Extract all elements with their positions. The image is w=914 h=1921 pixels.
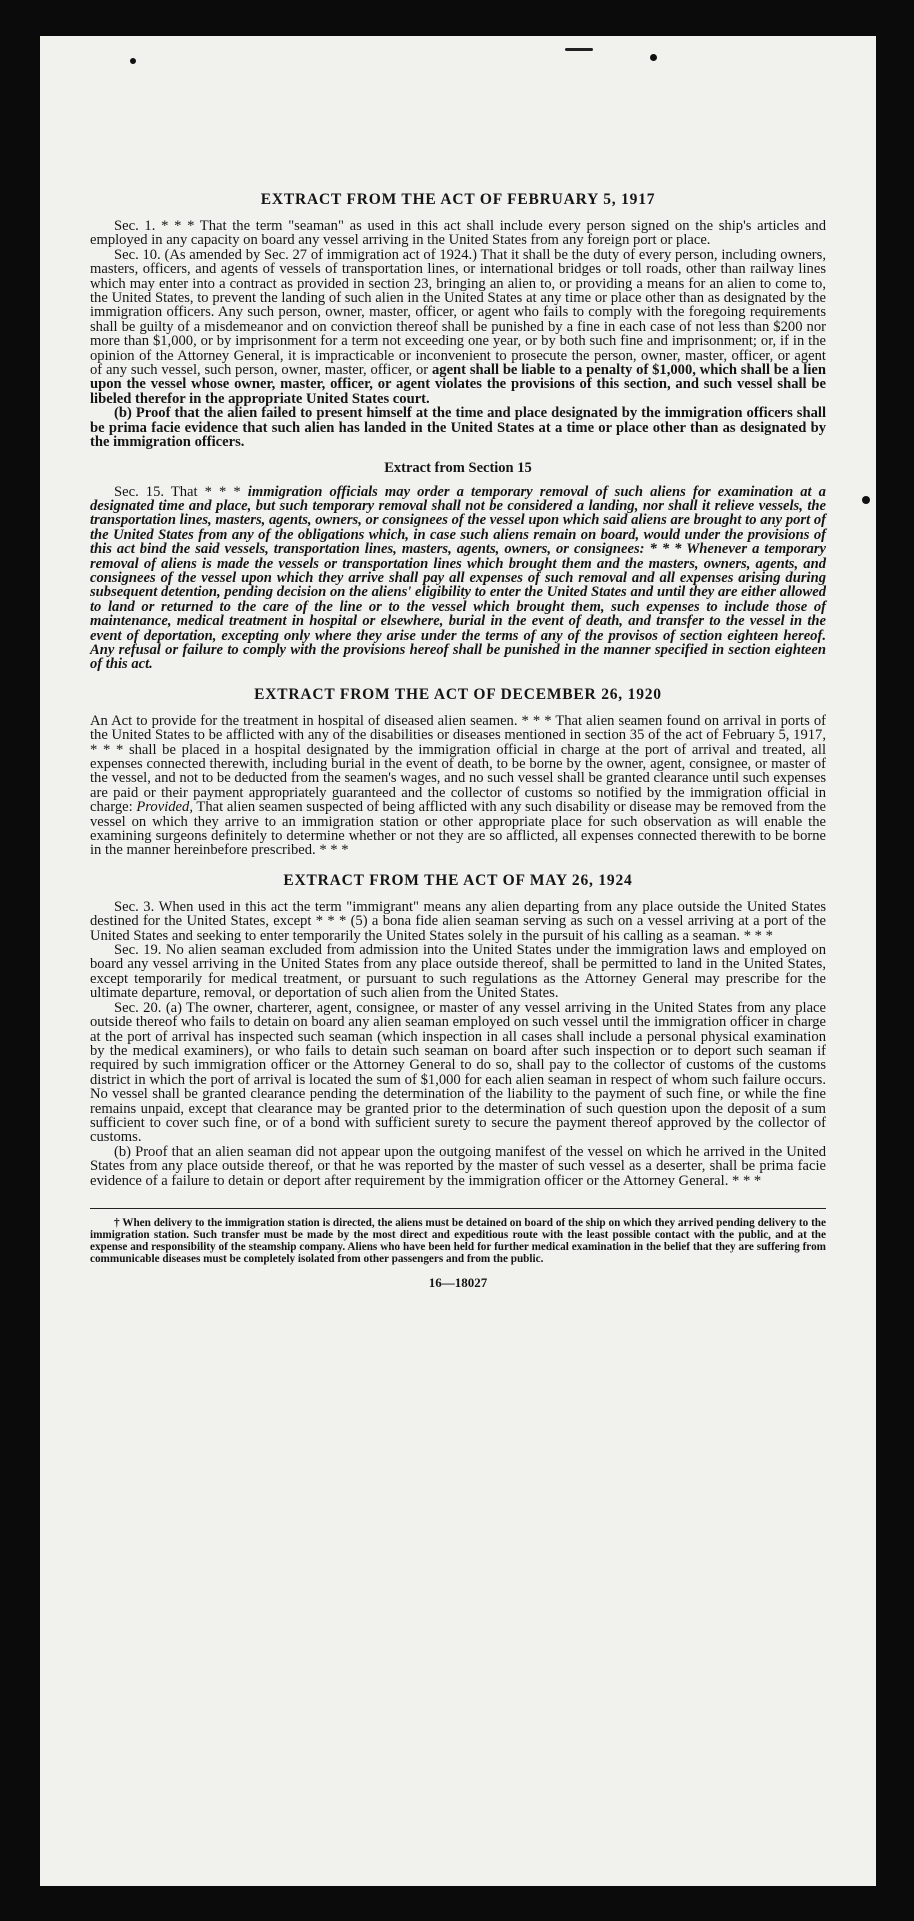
heading-act-1924: EXTRACT FROM THE ACT OF MAY 26, 1924 xyxy=(283,871,633,889)
paragraph-sec-1: Sec. 1. * * * That the term "seaman" as used in this act shall include every person signed on the ship's articles and employed in any capacity on board any vessel arriving in the United States from any foreign port or place. xyxy=(90,218,826,249)
ink-stroke xyxy=(565,48,593,51)
sec-10-text: Sec. 10. (As amended by Sec. 27 of immigration act of 1924.) That it shall be the duty of every person, including owners, masters, officers, and agents of vessels of transportation lines, or international bridges or toll roads, other than railway lines which may enter into a contract as provided in section 23, bringing an alien to, or providing a means for an alien to come to, the United States, to prevent the landing of such alien in the United States at any time or place other than as designated by the immigration officers. Any such person, owner, master, officer, or agent who fails to comply with the foregoing requirements shall be guilty of a misdemeanor and on conviction thereof shall be punished by a fine in each case of not less than $200 nor more than $1,000, or by imprisonment for a term not exceeding one year, or by both such fine and imprisonment; or, if in the opinion of the Attorney General, it is impracticable or inconvenient to prosecute the person, owner, master, officer, or agent of any such vessel, such person, owner, master, officer, or xyxy=(90,246,826,379)
provided-word: Provided, xyxy=(136,799,193,816)
act-1920-text: An Act to provide for the treatment in hospital of diseased alien seamen. * * * That alien seamen found on arrival in ports of the United States to be afflicted with any of the disabilities or diseases mentioned in section 35 of the act of February 5, 1917, * * * shall be placed in a hospital designated by the immigration official in charge at the port of arrival and treated, all expenses connected therewith, including burial in the event of death, to be borne by the owner, agent, consignee, or master of the vessel, and not to be deducted from the seamen's wages, and no such vessel shall be granted clearance until such expenses are paid or their payment appropriately guaranteed and the collector of customs so notified by the immigration official in charge: xyxy=(90,712,826,816)
act-1920-rest: That alien seamen suspected of being afflicted with any such disability or disease may be removed from the vessel on which they arrive to an immigration station or other appropriate place for such observation as will enable the examining surgeons definitely to determine whether or not they are so afflicted, all expenses connected therewith to be borne in the manner hereinbefore prescribed. * * * xyxy=(90,799,827,859)
footnote-divider xyxy=(90,1208,826,1209)
section-1924 xyxy=(90,900,826,1188)
sec-15-italic-text: immigration officials may order a temporary removal of such aliens for examination at a designated time and place, but such temporary removal shall not be considered a landing, nor shall it relieve vessels, the transportation lines, masters, agents, owners, or consignees of the vessel upon which said aliens are brought to any port of the United States from any of the obligations which, in case such aliens remain on board, would under the provisions of this act bind the said vessels, transportation lines, masters, agents, owners, or consignees: * * * Whenever a temporary removal of aliens is made the vessels or transportation lines which brought them and the masters, owners, agents, and consignees of the vessel upon which they arrive shall pay all expenses of such removal and all expenses arising during subsequent detention, pending decision on the aliens' eligibility to enter the United States and until they are either allowed to land or returned to the care of the line or to the vessel which brought them, such expenses to include those of maintenance, medical treatment in hospital or elsewhere, burial in the event of death, and transfer to the vessel in the event of deportation, excepting only where they arise under the terms of any of the provisos of section eighteen hereof. Any refusal or failure to comply with the provisions hereof shall be punished in the manner specified in section eighteen of this act. xyxy=(90,483,826,673)
punch-hole-mark xyxy=(130,58,136,64)
section-15 xyxy=(90,485,826,672)
paragraph-sec-3: Sec. 3. When used in this act the term "immigrant" means any alien departing from any place outside the United States destined for the United States, except * * * (5) a bona fide alien seaman serving as such on a vessel arriving at a port of the United States and seeking to enter temporarily the United States solely in the pursuit of his calling as a seaman. * * * xyxy=(90,898,826,944)
paragraph-sec-15 xyxy=(90,485,826,672)
sec-10-bold-text: agent shall be liable to a penalty of $1,000, which shall be a lien upon the vessel whose owner, master, officer, or agent violates the provisions of this section, and such vessel shall be libeled therefor in the appropriate United States court. xyxy=(90,362,826,407)
paragraph-sec-20a: Sec. 20. (a) The owner, charterer, agent, consignee, or master of any vessel arriving in the United States from any place outside thereof who fails to detain on board any alien seaman employed on such vessel until the immigration officer in charge at the port of arrival has inspected such seaman (which inspection in all cases shall include a personal physical examination by the medical examiners), or who fails to detain such seaman on board after such inspection or to deport such seaman if required by such immigration officer or the Attorney General to do so, shall pay to the collector of customs of the customs district in which the port of arrival is located the sum of $1,000 for each alien seaman in respect of whom such failure occurs. No vessel shall be granted clearance pending the determination of the liability to the payment of such fine, or while the fine remains unpaid, except that clearance may be granted prior to the determination of such question upon the deposit of a sum sufficient to cover such fine, or of a bond with sufficient surety to secure the payment thereof approved by the collector of customs. xyxy=(90,999,826,1146)
section-1920 xyxy=(90,714,826,858)
sec-15-lead: Sec. 15. That * * * xyxy=(114,483,241,500)
paragraph-sec-20b: (b) Proof that an alien seaman did not appear upon the outgoing manifest of the vessel on which he arrived in the United States from any place outside thereof, or that he was reported by the master of such vessel as a deserter, shall be prima facie evidence of a failure to detain or deport after requirement by the immigration officer or the Attorney General. * * * xyxy=(90,1143,826,1189)
paragraph-act-1920 xyxy=(90,714,826,858)
paragraph-proof-b: (b) Proof that the alien failed to present himself at the time and place designated by the immigration officers shall be prima facie evidence that such alien has landed in the United States at a time or place other than as designated by the immigration officers. xyxy=(90,405,826,451)
paragraph-sec-19: Sec. 19. No alien seaman excluded from admission into the United States under the immigration laws and employed on board any vessel arriving in the United States from any place outside thereof, shall be permitted to land in the United States, except temporarily for medical treatment, or pursuant to such regulations as the Attorney General may prescribe for the ultimate departure, removal, or deportation of such alien from the United States. xyxy=(90,942,826,1002)
page-number: 16—18027 xyxy=(428,1274,488,1290)
subheading-section-15: Extract from Section 15 xyxy=(384,459,532,476)
heading-act-1917: EXTRACT FROM THE ACT OF FEBRUARY 5, 1917 xyxy=(260,191,656,208)
section-1917 xyxy=(90,191,826,450)
paragraph-sec-10 xyxy=(90,248,826,406)
heading-act-1920: EXTRACT FROM THE ACT OF DECEMBER 26, 1920 xyxy=(254,685,662,703)
punch-hole-mark xyxy=(862,496,870,504)
footnote: † When delivery to the immigration station is directed, the aliens must be detained on board of the ship on which they arrived pending delivery to the immigration station. Such transfer must be made by the most direct and expeditious route with the least possible contact with the public, and at the expense and responsibility of the steamship company. Aliens who have been held for further medical examination in the belief that they are suffering from communicable diseases must be completely isolated from other passengers and from the public. xyxy=(90,1216,826,1265)
punch-hole-mark xyxy=(650,54,657,61)
document-page xyxy=(40,36,876,1886)
